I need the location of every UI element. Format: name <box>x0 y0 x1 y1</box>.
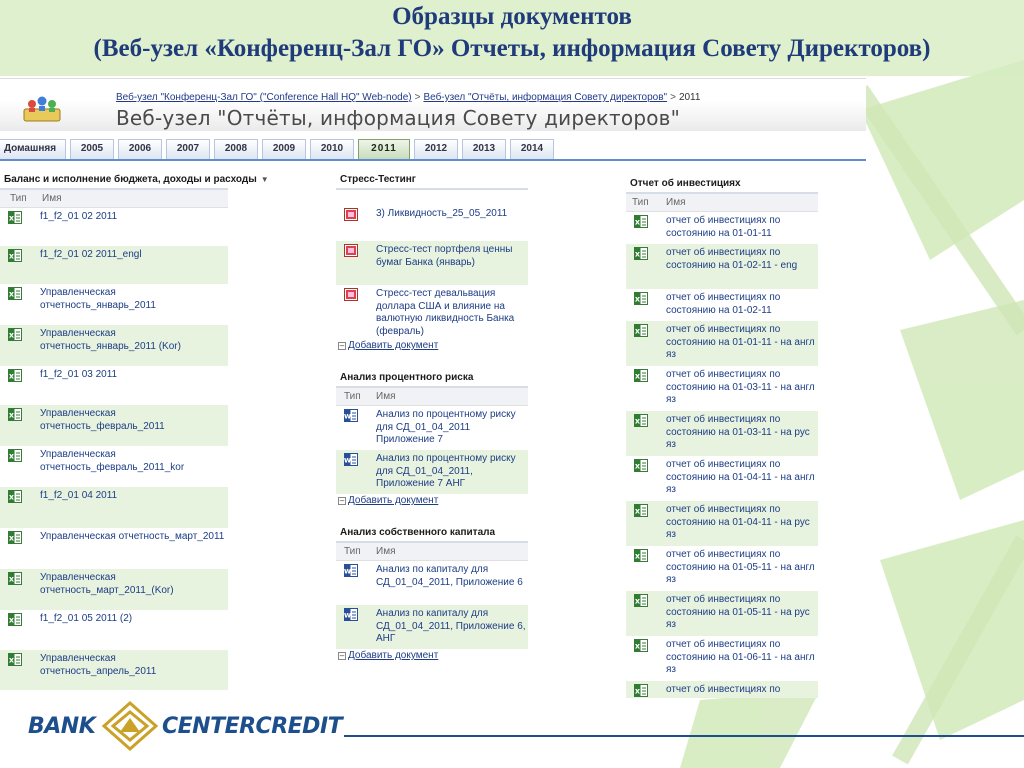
add-document-link[interactable] <box>336 494 528 510</box>
svg-text:x: x <box>634 506 641 516</box>
svg-text:x: x <box>8 371 15 381</box>
webpart-budget-title[interactable]: Баланс и исполнение бюджета, доходы и расходы <box>4 174 257 185</box>
svg-text:w: w <box>344 610 352 620</box>
svg-text:x: x <box>8 410 15 420</box>
list-item[interactable] <box>336 241 528 285</box>
document-link[interactable]: отчет об инвестициях по состоянию на 01-05-11 - на рус яз <box>666 594 810 630</box>
document-link[interactable]: отчет об инвестициях по состоянию на 01-02-11 - eng <box>666 247 798 271</box>
document-link[interactable]: Анализ по капиталу для СД_01_04_2011, Приложение 6, АНГ <box>376 608 526 644</box>
svg-text:x: x <box>634 641 641 651</box>
tab-2011[interactable]: 2011 <box>358 139 410 159</box>
list-item[interactable] <box>336 561 528 605</box>
breadcrumb <box>116 92 866 103</box>
tab-2012[interactable]: 2012 <box>414 139 458 159</box>
sharepoint-screenshot <box>0 78 866 698</box>
add-icon: – <box>339 496 345 505</box>
slide-title-line2: (Веб-узел «Конференц-Зал ГО» Отчеты, информация Совету Директоров) <box>93 35 931 62</box>
svg-text:x: x <box>634 249 641 259</box>
excel-icon <box>8 408 22 421</box>
list-item[interactable] <box>626 289 818 321</box>
svg-text:x: x <box>8 492 15 502</box>
document-link[interactable]: f1_f2_01 05 2011 (2) <box>40 613 133 624</box>
svg-text:x: x <box>8 451 15 461</box>
tab-2005[interactable]: 2005 <box>70 139 114 159</box>
breadcrumb-link-conference-hall[interactable]: Веб-узел "Конференц-Зал ГО" ("Conference Hall HQ" Web-node) <box>116 92 412 103</box>
pdf-icon <box>344 288 358 301</box>
bank-emblem-icon <box>98 700 162 752</box>
list-item[interactable] <box>336 205 528 241</box>
svg-text:x: x <box>8 655 15 665</box>
word-icon <box>344 564 358 577</box>
svg-text:x: x <box>634 596 641 606</box>
list-item[interactable] <box>626 321 818 366</box>
list-item[interactable] <box>0 284 228 325</box>
tab-2009[interactable]: 2009 <box>262 139 306 159</box>
list-item[interactable] <box>0 610 228 650</box>
tab-home[interactable]: Домашняя <box>0 139 66 159</box>
logo-centercredit-text: CENTERCREDIT <box>162 714 343 739</box>
document-link[interactable]: f1_f2_01 02 2011_engl <box>40 249 142 260</box>
site-title: Веб-узел "Отчёты, информация Совету директоров" <box>116 106 681 130</box>
document-link[interactable]: отчет об инвестициях по состоянию на 01-04-11 - на рус яз <box>666 504 810 540</box>
svg-text:w: w <box>344 455 352 465</box>
webpart-interest-title[interactable]: Анализ процентного риска <box>336 371 528 388</box>
svg-text:x: x <box>8 574 15 584</box>
menu-arrow-icon[interactable]: ▼ <box>260 175 269 184</box>
document-link[interactable]: отчет об инвестициях по состоянию на 01-02-11 <box>666 292 781 316</box>
list-item[interactable] <box>0 528 228 569</box>
list-item[interactable] <box>626 212 818 244</box>
excel-icon <box>634 459 648 472</box>
excel-icon <box>8 328 22 341</box>
column-header <box>336 543 528 561</box>
column-header <box>336 388 528 406</box>
svg-text:x: x <box>634 551 641 561</box>
webpart-budget <box>0 173 269 690</box>
svg-text:x: x <box>634 326 641 336</box>
slide-title <box>0 2 1024 66</box>
column-name-header[interactable]: Имя <box>376 391 396 402</box>
document-link[interactable]: отчет об инвестициях по <box>666 684 781 695</box>
document-link[interactable]: Стресс-тест портфеля ценны бумаг Банка (январь) <box>376 244 513 268</box>
pdf-icon <box>344 208 358 221</box>
list-item[interactable] <box>0 208 228 246</box>
svg-text:x: x <box>8 615 15 625</box>
svg-text:w: w <box>344 411 352 421</box>
webpart-budget-header <box>0 173 269 190</box>
excel-icon <box>634 684 648 697</box>
column-type-header[interactable]: Тип <box>344 546 361 557</box>
list-item[interactable] <box>626 591 818 636</box>
excel-icon <box>8 249 22 262</box>
excel-icon <box>8 211 22 224</box>
column-header <box>626 194 818 212</box>
list-item[interactable] <box>0 487 228 528</box>
document-link[interactable]: Стресс-тест девальвация доллара США и влияние на валютную ликвидность Банка (февраль) <box>376 288 515 337</box>
list-item[interactable] <box>626 546 818 591</box>
document-link[interactable]: Анализ по капиталу для СД_01_04_2011, Приложение 6 <box>376 564 523 588</box>
list-item[interactable] <box>336 605 528 649</box>
tab-2013[interactable]: 2013 <box>462 139 506 159</box>
add-document-label[interactable]: Добавить документ <box>348 340 439 351</box>
svg-text:x: x <box>8 533 15 543</box>
document-link[interactable]: f1_f2_01 02 2011 <box>40 211 118 222</box>
excel-icon <box>634 594 648 607</box>
slide-title-line1: Образцы документов <box>392 3 632 30</box>
excel-icon <box>634 549 648 562</box>
tab-2010[interactable]: 2010 <box>310 139 354 159</box>
svg-text:x: x <box>8 251 15 261</box>
list-item[interactable] <box>336 450 528 494</box>
add-icon: – <box>339 651 345 660</box>
footer-rule <box>344 735 1024 737</box>
logo-bank-text: BANK <box>28 714 96 739</box>
svg-text:x: x <box>634 461 641 471</box>
list-item[interactable] <box>626 681 818 698</box>
webpart-invest-title[interactable]: Отчет об инвестициях <box>626 177 818 194</box>
svg-text:x: x <box>634 217 641 227</box>
list-item[interactable] <box>0 366 228 405</box>
excel-icon <box>8 449 22 462</box>
svg-text:x: x <box>8 213 15 223</box>
year-tabs <box>0 139 866 161</box>
footer-logo <box>28 700 1024 752</box>
excel-icon <box>634 215 648 228</box>
excel-icon <box>634 504 648 517</box>
excel-icon <box>8 653 22 666</box>
list-item[interactable] <box>0 325 228 366</box>
word-icon <box>344 608 358 621</box>
excel-icon <box>634 292 648 305</box>
column-type-header[interactable]: Тип <box>10 193 27 204</box>
add-icon: – <box>339 341 345 350</box>
svg-text:w: w <box>344 566 352 576</box>
tab-2008[interactable]: 2008 <box>214 139 258 159</box>
excel-icon <box>8 613 22 626</box>
budget-list <box>0 208 228 690</box>
excel-icon <box>8 490 22 503</box>
column-name-header[interactable]: Имя <box>42 193 62 204</box>
list-item[interactable] <box>626 244 818 289</box>
tab-2007[interactable]: 2007 <box>166 139 210 159</box>
excel-icon <box>634 324 648 337</box>
webpart-stress <box>336 173 528 665</box>
column-type-header[interactable]: Тип <box>344 391 361 402</box>
document-link[interactable]: Анализ по процентному риску для СД_01_04_2011, Приложение 7 АНГ <box>376 453 516 489</box>
excel-icon <box>634 414 648 427</box>
document-link[interactable]: Управленческая отчетность_январь_2011 <box>40 287 156 311</box>
excel-icon <box>634 639 648 652</box>
list-item[interactable] <box>336 285 528 339</box>
document-link[interactable]: отчет об инвестициях по состоянию на 01-03-11 - на англ яз <box>666 369 815 405</box>
breadcrumb-link-reports[interactable]: Веб-узел "Отчёты, информация Совету директоров" <box>423 92 668 103</box>
list-item[interactable] <box>0 569 228 610</box>
svg-text:x: x <box>634 686 641 696</box>
document-link[interactable]: отчет об инвестициях по состоянию на 01-01-11 <box>666 215 781 239</box>
add-document-label[interactable]: Добавить документ <box>348 495 439 506</box>
list-item[interactable] <box>626 366 818 411</box>
svg-text:x: x <box>634 294 641 304</box>
webpart-capital-title[interactable]: Анализ собственного капитала <box>336 526 528 543</box>
document-link[interactable]: отчет об инвестициях по состоянию на 01-04-11 - на англ яз <box>666 459 815 495</box>
document-link[interactable]: отчет об инвестициях по состоянию на 01-05-11 - на англ яз <box>666 549 815 585</box>
excel-icon <box>634 369 648 382</box>
excel-icon <box>8 572 22 585</box>
list-item[interactable] <box>0 405 228 446</box>
document-link[interactable]: f1_f2_01 03 2011 <box>40 369 118 380</box>
excel-icon <box>8 531 22 544</box>
svg-text:x: x <box>634 371 641 381</box>
document-link[interactable]: f1_f2_01 04 2011 <box>40 490 118 501</box>
document-link[interactable]: Управленческая отчетность_февраль_2011 <box>40 408 165 432</box>
breadcrumb-current: 2011 <box>678 92 701 103</box>
column-type-header[interactable]: Тип <box>632 197 649 208</box>
svg-text:x: x <box>634 416 641 426</box>
add-document-link[interactable] <box>336 339 528 355</box>
excel-icon <box>8 287 22 300</box>
word-icon <box>344 453 358 466</box>
list-item[interactable] <box>336 406 528 450</box>
tab-2006[interactable]: 2006 <box>118 139 162 159</box>
excel-icon <box>634 247 648 260</box>
add-document-label[interactable]: Добавить документ <box>348 650 439 661</box>
document-link[interactable]: Анализ по процентному риску для СД_01_04_2011 Приложение 7 <box>376 409 516 445</box>
list-item[interactable] <box>0 246 228 284</box>
svg-text:x: x <box>8 289 15 299</box>
excel-icon <box>8 369 22 382</box>
list-item[interactable] <box>626 456 818 501</box>
list-item[interactable] <box>626 501 818 546</box>
document-link[interactable]: 3) Ликвидность_25_05_2011 <box>376 208 508 219</box>
document-link[interactable]: отчет об инвестициях по состоянию на 01-03-11 - на рус яз <box>666 414 810 450</box>
document-link[interactable]: Управленческая отчетность_апрель_2011 <box>40 653 157 677</box>
column-name-header[interactable]: Имя <box>376 546 396 557</box>
word-icon <box>344 409 358 422</box>
pdf-icon <box>344 244 358 257</box>
tab-2014[interactable]: 2014 <box>510 139 554 159</box>
webpart-invest <box>626 177 818 698</box>
document-link[interactable]: Управленческая отчетность_январь_2011 (Kor) <box>40 328 181 352</box>
list-item[interactable] <box>626 636 818 681</box>
document-link[interactable]: отчет об инвестициях по состоянию на 01-01-11 - на англ яз <box>666 324 815 360</box>
document-link[interactable]: Управленческая отчетность_март_2011_(Kor) <box>40 572 174 596</box>
svg-text:x: x <box>8 330 15 340</box>
list-item[interactable] <box>0 446 228 487</box>
list-item[interactable] <box>626 411 818 456</box>
breadcrumb-separator: > <box>414 92 421 103</box>
column-name-header[interactable]: Имя <box>666 197 686 208</box>
document-link[interactable]: Управленческая отчетность_март_2011 <box>40 531 225 542</box>
add-document-link[interactable] <box>336 649 528 665</box>
column-header <box>0 190 228 208</box>
document-link[interactable]: отчет об инвестициях по состоянию на 01-06-11 - на англ яз <box>666 639 815 675</box>
breadcrumb-separator: > <box>670 92 676 103</box>
list-item[interactable] <box>0 650 228 690</box>
document-link[interactable]: Управленческая отчетность_февраль_2011_kor <box>40 449 185 473</box>
webpart-stress-title[interactable]: Стресс-Тестинг <box>336 173 528 190</box>
site-logo-icon <box>22 91 62 125</box>
